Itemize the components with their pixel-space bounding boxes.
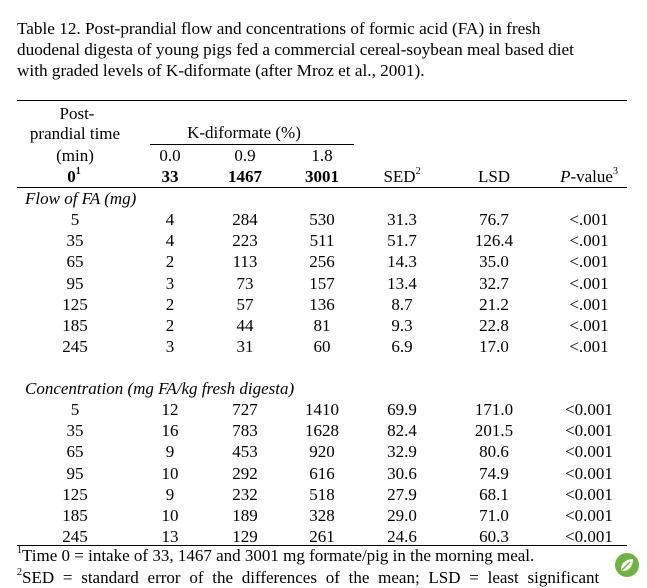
section-title-flow: Flow of FA (mg) <box>25 189 137 208</box>
cell-time: 185 <box>62 316 88 335</box>
cell-sed: 82.4 <box>387 421 417 441</box>
cell-v1: 189 <box>232 506 258 525</box>
cell-v1: 57 <box>236 294 254 314</box>
cell-v2: 1410 <box>305 400 339 419</box>
cell-v1: 73 <box>236 273 254 293</box>
footnote-1: $^1$Time 0 = intake of 33, 1467 and 3001 mg formate/pig in the morning meal. <box>17 545 535 565</box>
cell-v2: 261 <box>309 527 335 547</box>
cell-v1: 129 <box>232 527 258 547</box>
cell-lsd: 80.6 <box>479 442 509 462</box>
cell-v0: 12 <box>161 400 179 419</box>
cell-v0: 2 <box>165 294 175 314</box>
cell-p: <0.001 <box>565 527 613 547</box>
cell-lsd: 60.3 <box>479 527 509 547</box>
cell-time: 125 <box>62 294 88 314</box>
cell-v0: 3 <box>165 273 175 293</box>
cell-v0: 2 <box>165 252 175 272</box>
header-dose-2: 3001 <box>305 167 339 186</box>
cell-sed: 31.3 <box>387 210 417 229</box>
caption-line-1: Table 12. Post-prandial flow and concentrations of formic acid (FA) in fresh <box>17 19 541 38</box>
cell-v2: 136 <box>309 294 335 314</box>
cell-lsd: 171.0 <box>474 400 514 419</box>
cell-sed: 14.3 <box>387 252 417 272</box>
cell-sed: 27.9 <box>387 484 417 504</box>
cell-v1: 284 <box>232 210 258 229</box>
caption-line-3: with graded levels of K-diformate (after Mroz et al., 2001). <box>17 61 425 80</box>
cell-sed: 13.4 <box>387 273 417 293</box>
header-time-line-2: prandial time <box>29 124 121 143</box>
cell-sed: 29.0 <box>387 506 417 525</box>
cell-v0: 13 <box>161 527 179 547</box>
cell-lsd: 17.0 <box>479 337 509 357</box>
cell-v2: 81 <box>313 316 331 335</box>
cell-time: 95 <box>66 273 84 293</box>
cell-v0: 10 <box>161 463 179 483</box>
cell-v2: 328 <box>309 506 335 525</box>
cell-lsd: 201.5 <box>474 421 514 441</box>
header-level-0: 0.0 <box>159 146 181 165</box>
header-level-1: 0.9 <box>234 146 256 165</box>
cell-sed: 24.6 <box>387 527 417 547</box>
cell-v0: 10 <box>161 506 179 525</box>
cell-time: 5 <box>70 400 80 419</box>
cell-lsd: 68.1 <box>479 484 509 504</box>
cell-time: 35 <box>66 231 84 251</box>
kdiformate-rule <box>150 144 354 145</box>
cell-lsd: 71.0 <box>479 506 509 525</box>
table-top-rule <box>17 100 627 101</box>
header-time-line-1: Post- <box>59 104 95 123</box>
cell-lsd: 76.7 <box>479 210 509 229</box>
header-time-line-3: (min) <box>56 146 94 165</box>
section-title-concentration: Concentration (mg FA/kg fresh digesta) <box>25 379 295 398</box>
cell-v0: 9 <box>165 484 175 504</box>
cell-time: 35 <box>66 421 84 441</box>
cell-p: <.001 <box>569 210 609 229</box>
leaf-badge-icon <box>615 553 639 577</box>
header-lsd: LSD <box>477 167 511 186</box>
cell-v1: 453 <box>232 442 258 462</box>
cell-v1: 31 <box>236 337 254 357</box>
cell-p: <.001 <box>569 252 609 272</box>
cell-lsd: 74.9 <box>479 463 509 483</box>
caption-line-2: duodenal digesta of young pigs fed a commercial cereal-soybean meal based diet <box>17 40 574 59</box>
cell-lsd: 35.0 <box>479 252 509 272</box>
cell-time: 245 <box>62 527 88 547</box>
cell-p: <.001 <box>569 273 609 293</box>
header-dose-0: 33 <box>161 167 179 186</box>
header-dose-1: 1467 <box>228 167 262 186</box>
cell-v0: 9 <box>165 442 175 462</box>
cell-v2: 920 <box>309 442 335 462</box>
cell-time: 65 <box>66 442 84 462</box>
cell-v2: 511 <box>309 231 335 251</box>
cell-time: 125 <box>62 484 88 504</box>
cell-time: 185 <box>62 506 88 525</box>
header-time-zero: $0^1$ <box>67 166 81 186</box>
cell-p: <0.001 <box>565 421 613 441</box>
cell-v1: 223 <box>232 231 258 251</box>
cell-p: <0.001 <box>565 484 613 504</box>
cell-sed: 8.7 <box>391 294 413 314</box>
cell-time: 245 <box>62 337 88 357</box>
footnote-2: $^2$SED = standard error of the differences of the mean; LSD = least significant <box>17 567 600 587</box>
cell-p: <.001 <box>569 337 609 357</box>
cell-v0: 3 <box>165 337 175 357</box>
header-pvalue: P-value$^3$ <box>560 166 618 186</box>
cell-time: 65 <box>66 252 84 272</box>
cell-p: <.001 <box>569 294 609 314</box>
cell-v2: 530 <box>309 210 335 229</box>
cell-v2: 60 <box>313 337 331 357</box>
cell-p: <.001 <box>569 231 609 251</box>
header-kdiformate: K-diformate (%) <box>187 123 301 142</box>
cell-lsd: 21.2 <box>479 294 509 314</box>
cell-p: <.001 <box>569 316 609 335</box>
cell-p: <0.001 <box>565 442 613 462</box>
cell-v0: 16 <box>161 421 179 441</box>
cell-v2: 157 <box>309 273 335 293</box>
cell-sed: 6.9 <box>391 337 413 357</box>
header-sed: SED$^2$ <box>383 166 421 186</box>
cell-v2: 616 <box>309 463 335 483</box>
cell-v1: 727 <box>232 400 258 419</box>
cell-v2: 1628 <box>305 421 339 441</box>
cell-v0: 4 <box>165 231 175 251</box>
cell-v1: 44 <box>236 316 254 335</box>
header-level-2: 1.8 <box>311 146 333 165</box>
cell-lsd: 22.8 <box>479 316 509 335</box>
cell-p: <0.001 <box>565 463 613 483</box>
cell-p: <0.001 <box>565 506 613 525</box>
header-bottom-rule <box>17 187 627 188</box>
cell-sed: 32.9 <box>387 442 417 462</box>
cell-sed: 30.6 <box>387 463 417 483</box>
cell-p: <0.001 <box>565 400 613 419</box>
cell-v2: 518 <box>309 484 335 504</box>
cell-lsd: 32.7 <box>479 273 509 293</box>
cell-time: 95 <box>66 463 84 483</box>
cell-v0: 2 <box>165 316 175 335</box>
table-caption <box>17 18 629 81</box>
cell-v1: 113 <box>232 252 258 272</box>
cell-v0: 4 <box>165 210 175 229</box>
cell-sed: 69.9 <box>387 400 417 419</box>
cell-v1: 292 <box>232 463 258 483</box>
cell-v1: 783 <box>232 421 258 441</box>
cell-v1: 232 <box>232 484 258 504</box>
cell-time: 5 <box>70 210 80 229</box>
cell-lsd: 126.4 <box>474 231 514 251</box>
cell-sed: 9.3 <box>391 316 413 335</box>
cell-v2: 256 <box>309 252 335 272</box>
cell-sed: 51.7 <box>387 231 417 251</box>
